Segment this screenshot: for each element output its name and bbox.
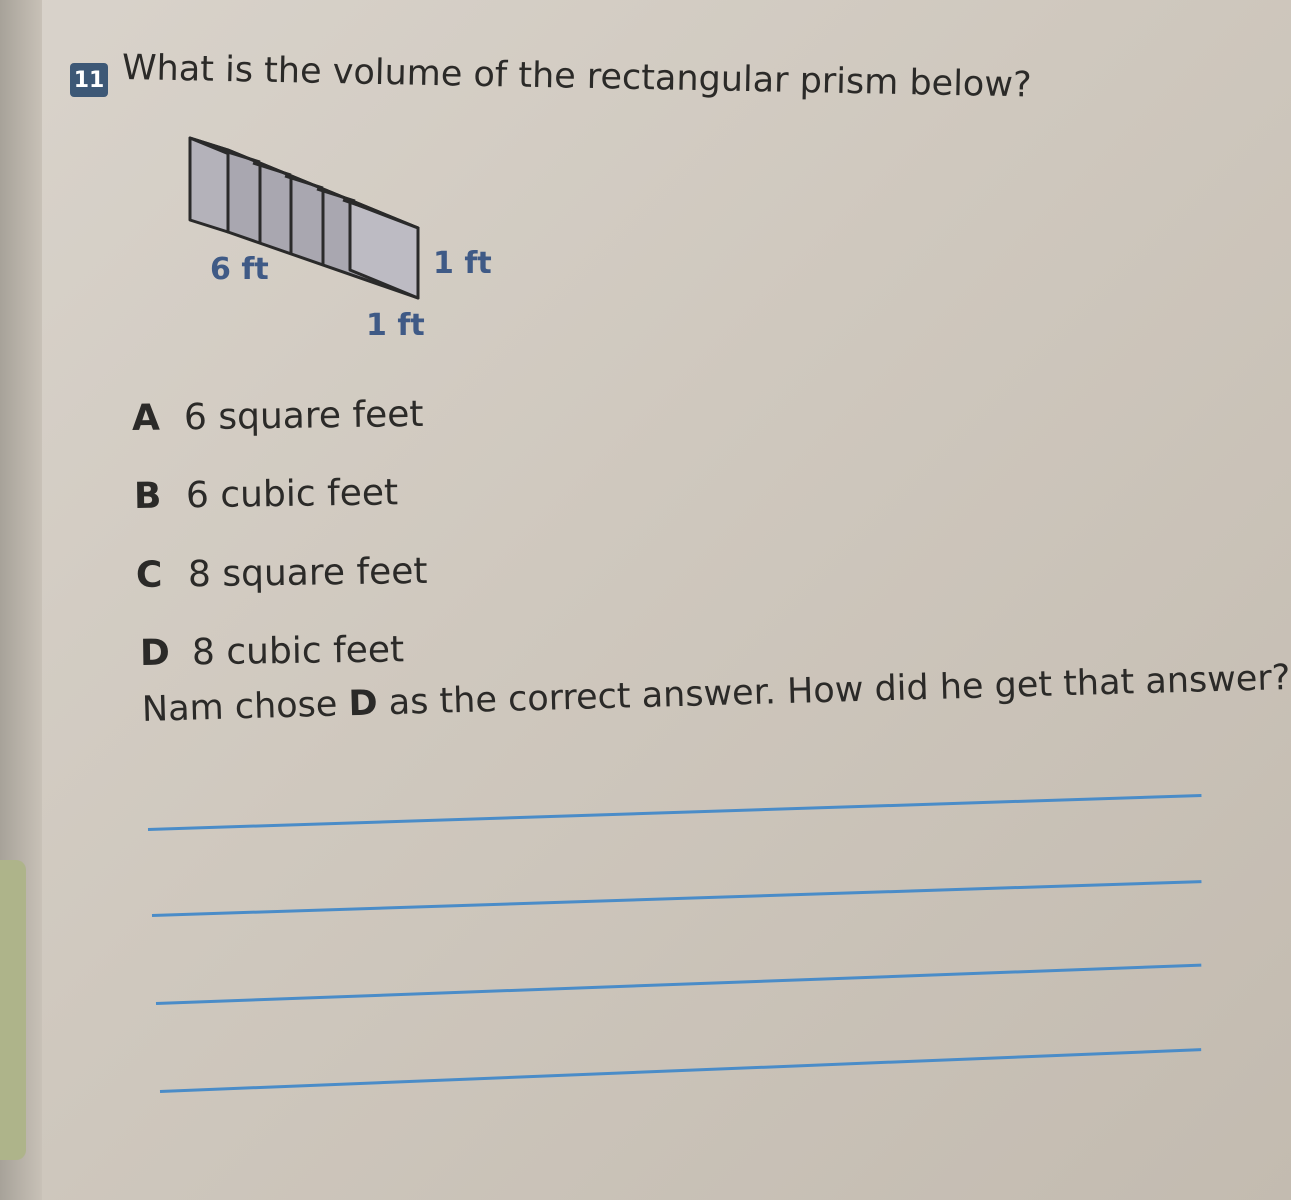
follow-up-suffix: as the correct answer. How did he get that answer? [388,657,1291,724]
choice-a-text: 6 square feet [183,393,424,439]
choice-a[interactable] [132,394,424,439]
choice-d-letter: D [139,632,171,674]
follow-up-prefix: Nam chose [141,684,338,730]
answer-line-4[interactable] [160,1048,1201,1093]
choice-d[interactable] [140,629,405,674]
choice-b-text: 6 cubic feet [185,472,399,517]
question-number-badge: 11 [70,63,108,97]
answer-line-2[interactable] [152,880,1202,917]
choice-c-letter: C [135,554,163,596]
choice-c-text: 8 square feet [187,550,428,596]
answer-line-3[interactable] [156,964,1201,1005]
height-label: 1 ft [433,246,492,281]
choice-a-letter: A [131,397,161,439]
follow-up-chosen: D [347,683,379,725]
choice-d-text: 8 cubic feet [191,629,405,674]
answer-line-1[interactable] [148,794,1202,831]
question-text: What is the volume of the rectangular prism below? [121,48,1032,106]
width-label: 1 ft [366,308,425,343]
length-label: 6 ft [210,252,269,287]
rectangular-prism-figure [150,120,440,310]
choice-b-letter: B [133,475,162,517]
page-tab [0,860,26,1160]
choice-c[interactable] [136,551,428,596]
choice-b[interactable] [134,472,399,517]
